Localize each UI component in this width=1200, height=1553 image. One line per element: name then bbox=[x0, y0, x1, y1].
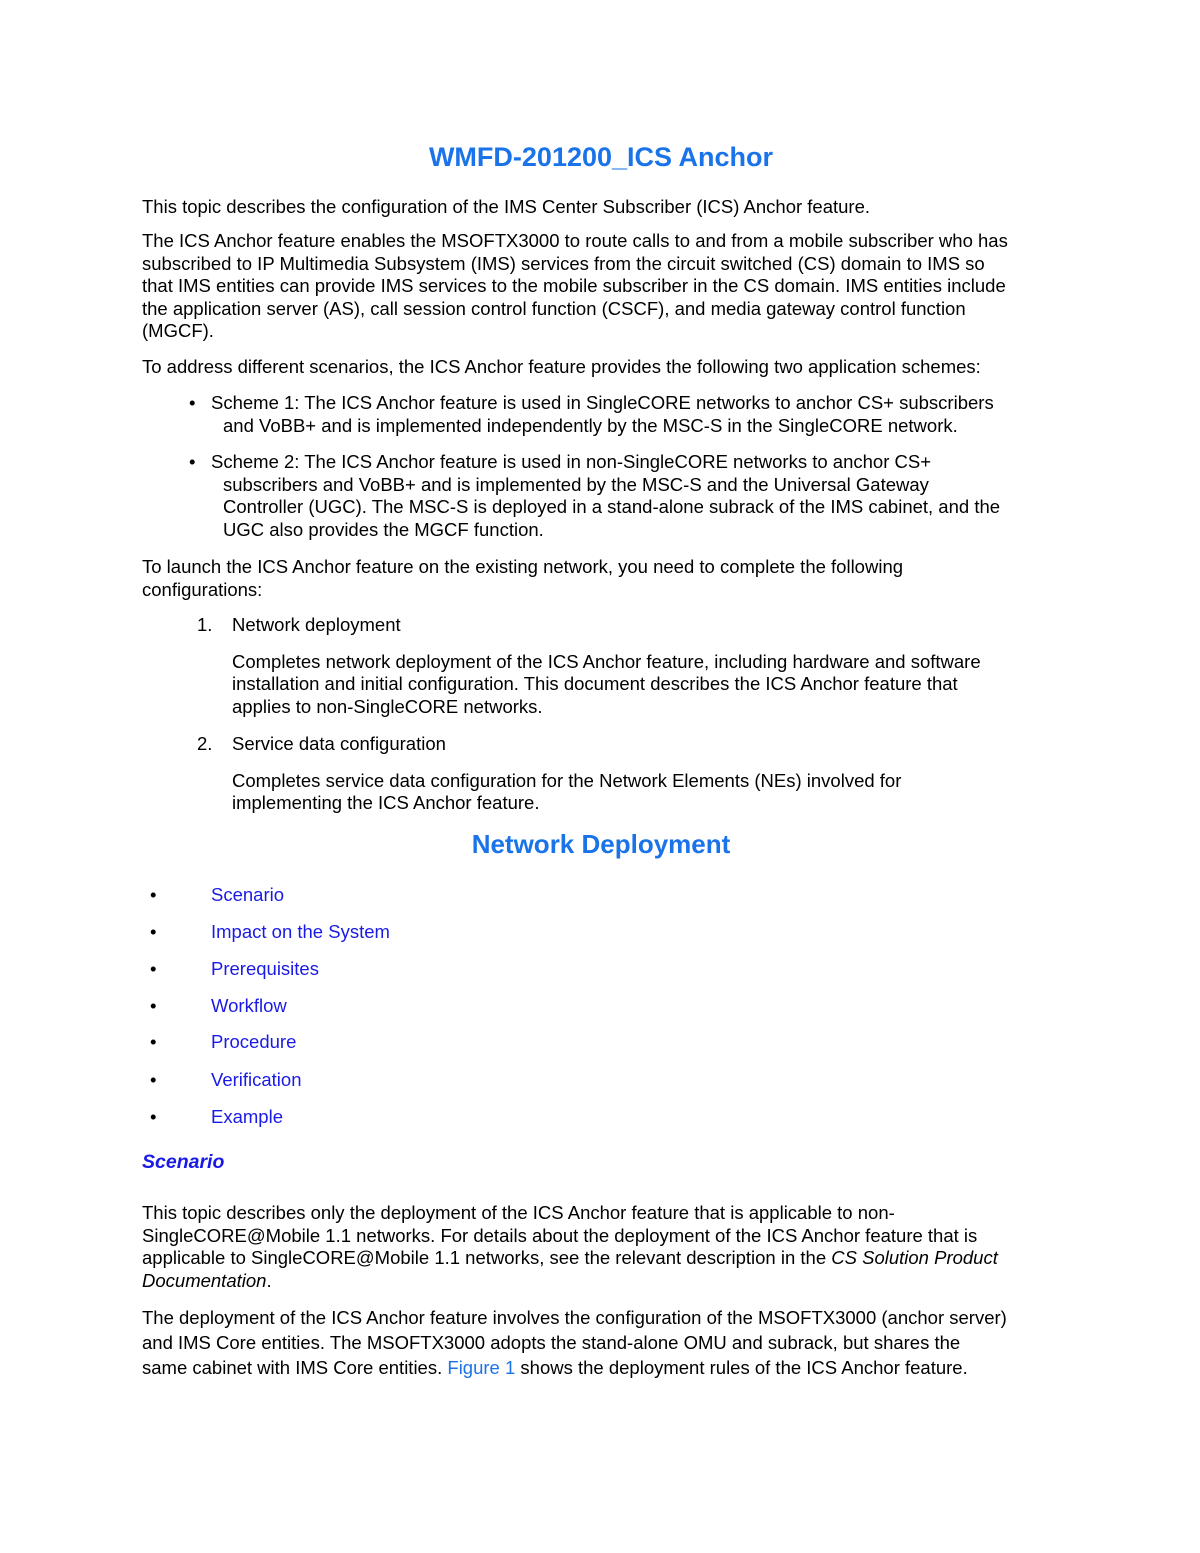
bullet-icon: • bbox=[150, 1106, 157, 1127]
step-number: 1. bbox=[197, 614, 213, 635]
toc-link-scenario[interactable]: Scenario bbox=[211, 884, 285, 905]
bullet-icon: • bbox=[150, 921, 157, 942]
scenario-paragraph-2: The deployment of the ICS Anchor feature involves the configuration of the MSOFTX3000 (anchor server) and IMS Core entities. The MSOFTX3000 adopts the stand-alone OMU and subrack, but shares the same cabinet with IMS Core entities. Figure 1 shows the deployment rules of the ICS Anchor feature. bbox=[142, 1307, 1007, 1378]
step-description: Completes service data configuration for the Network Elements (NEs) involved for implementing the ICS Anchor feature. bbox=[232, 769, 902, 814]
bullet-icon: • bbox=[189, 392, 196, 413]
toc-link-impact[interactable]: Impact on the System bbox=[211, 921, 390, 942]
step-title: Service data configuration bbox=[232, 733, 446, 754]
bullet-icon: • bbox=[150, 995, 157, 1016]
figure-1-link[interactable]: Figure 1 bbox=[447, 1357, 516, 1378]
scenario-heading: Scenario bbox=[142, 1151, 225, 1173]
intro-paragraph-3: To address different scenarios, the ICS Anchor feature provides the following two application schemes: bbox=[142, 356, 981, 377]
step-number: 2. bbox=[197, 733, 213, 754]
toc-link-example[interactable]: Example bbox=[211, 1106, 283, 1127]
toc-link-prerequisites[interactable]: Prerequisites bbox=[211, 958, 319, 979]
step-title: Network deployment bbox=[232, 614, 401, 635]
section-heading: Network Deployment bbox=[471, 829, 731, 859]
scenario-paragraph-1: This topic describes only the deployment of the ICS Anchor feature that is applicable to non- SingleCORE@Mobile 1.1 networks. For details about the deployment of the ICS Anchor feature that is applicable to SingleCORE@Mobile 1.1 networks, see the relevant description in the CS Solution Product Documentation. bbox=[142, 1202, 998, 1291]
step-description: Completes network deployment of the ICS Anchor feature, including hardware and software installation and initial configuration. This document describes the ICS Anchor feature that applies to non-SingleCORE networks. bbox=[232, 650, 981, 717]
bullet-icon: • bbox=[150, 884, 157, 905]
intro-paragraph-1: This topic describes the configuration of the IMS Center Subscriber (ICS) Anchor feature. bbox=[142, 196, 871, 217]
toc-link-verification[interactable]: Verification bbox=[211, 1069, 302, 1090]
toc-link-procedure[interactable]: Procedure bbox=[211, 1031, 297, 1052]
bullet-icon: • bbox=[150, 958, 157, 979]
bullet-icon: • bbox=[189, 451, 196, 472]
bullet-icon: • bbox=[150, 1069, 157, 1090]
launch-paragraph: To launch the ICS Anchor feature on the existing network, you need to complete the following configurations: bbox=[142, 556, 904, 600]
bullet-icon: • bbox=[150, 1031, 157, 1052]
doc-reference: CS Solution Product bbox=[831, 1247, 998, 1269]
intro-paragraph-2: The ICS Anchor feature enables the MSOFTX3000 to route calls to and from a mobile subscriber who has subscribed to IP Multimedia Subsystem (IMS) services from the circuit switched (CS) domain to IMS so that IMS entities can provide IMS services to the mobile subscriber in the CS domain. IMS entities include the application server (AS), call session control function (CSCF), and media gateway control function (MGCF). bbox=[142, 230, 1008, 342]
toc-link-workflow[interactable]: Workflow bbox=[211, 995, 287, 1016]
document-title: WMFD-201200_ICS Anchor bbox=[428, 142, 774, 172]
doc-reference-cont: Documentation bbox=[142, 1269, 267, 1291]
